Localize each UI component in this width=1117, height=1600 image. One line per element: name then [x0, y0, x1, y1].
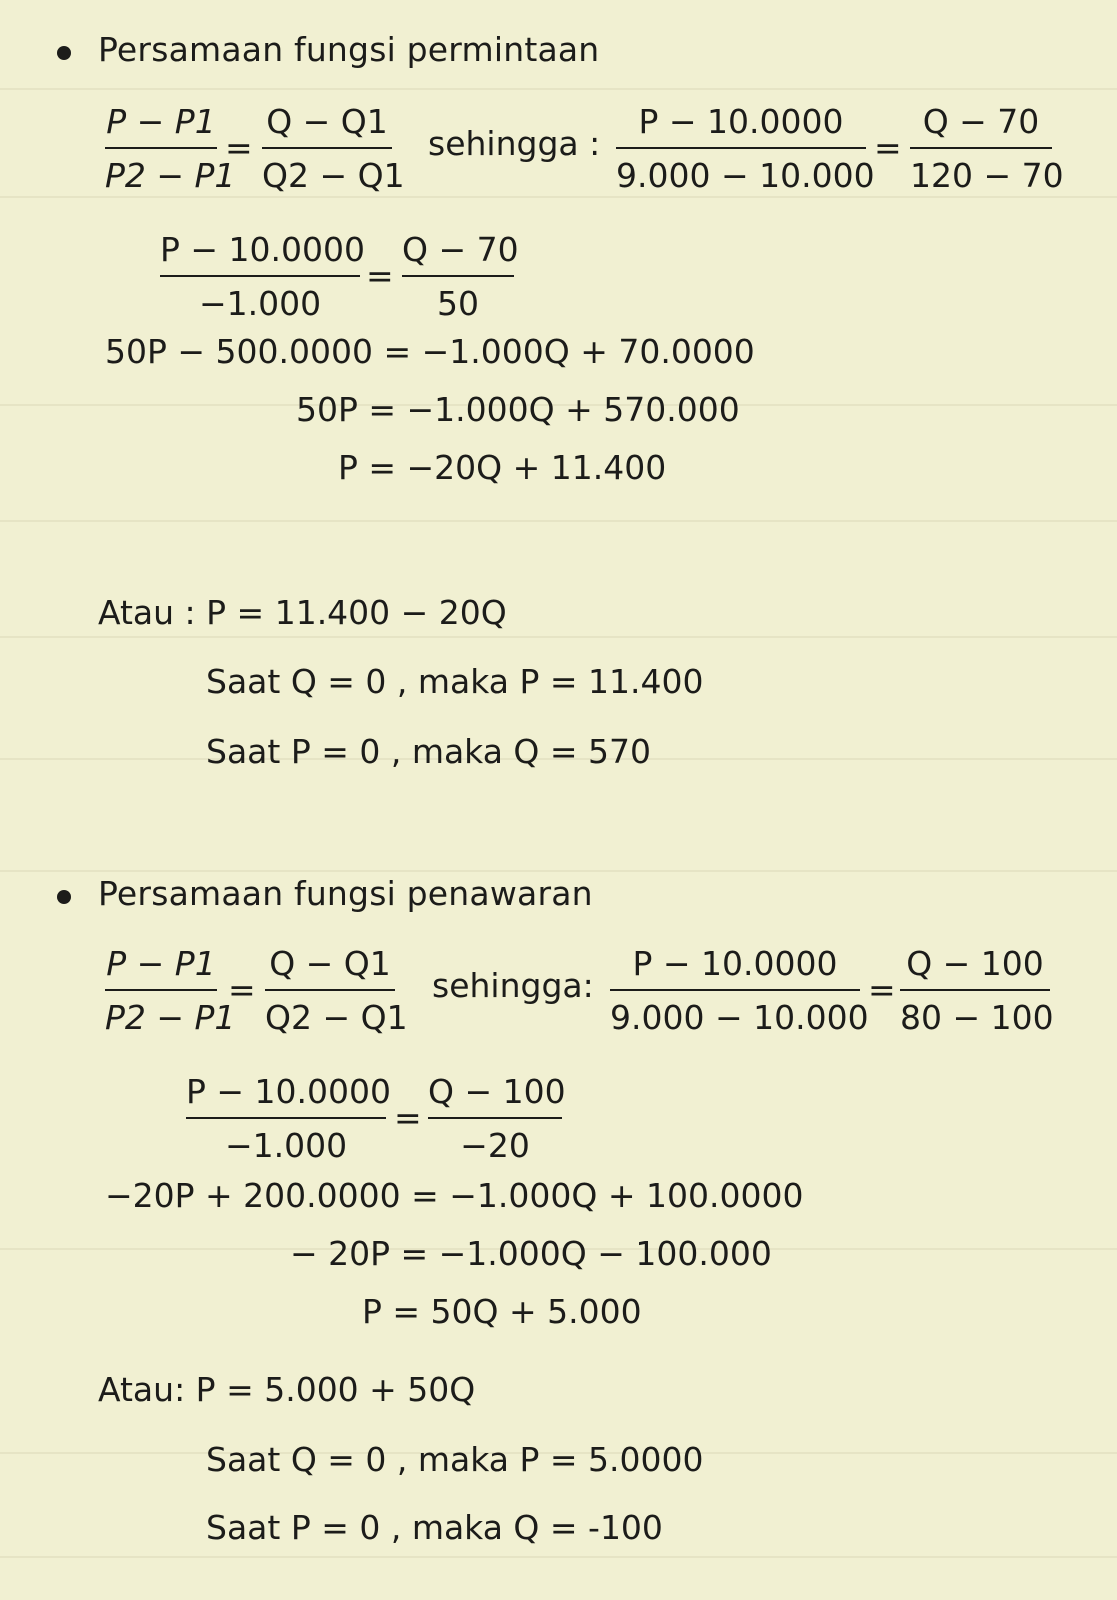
fraction-bar [402, 275, 514, 277]
equation-line: P = −20Q + 11.400 [338, 448, 667, 487]
sehingga-label: sehingga : [428, 124, 601, 163]
equals-sign: = [394, 1098, 422, 1137]
numerator: Q − 100 [906, 944, 1044, 983]
denominator: 9.000 − 10.000 [616, 156, 875, 195]
fraction-bar [160, 275, 360, 277]
denominator: −20 [460, 1126, 530, 1165]
saat-line: Saat Q = 0 , maka P = 11.400 [206, 662, 704, 701]
fraction [610, 942, 869, 1040]
fraction-bar [262, 147, 392, 149]
bullet-icon [57, 890, 71, 904]
sehingga-label: sehingga: [432, 966, 594, 1005]
denominator: Q2 − Q1 [265, 998, 408, 1037]
fraction [160, 228, 365, 326]
fraction [402, 228, 519, 326]
fraction-bar [105, 989, 217, 991]
numerator: Q − 70 [402, 230, 519, 269]
fraction-bar [265, 989, 395, 991]
show-through-line [0, 1556, 1117, 1558]
bullet-icon [57, 46, 71, 60]
fraction-bar [616, 147, 866, 149]
denominator: 50 [437, 284, 479, 323]
denominator: −1.000 [198, 284, 322, 323]
atau-line: Atau : P = 11.400 − 20Q [98, 593, 507, 632]
show-through-line [0, 636, 1117, 638]
fraction [105, 100, 236, 198]
saat-line: Saat Q = 0 , maka P = 5.0000 [206, 1440, 704, 1479]
numerator: Q − Q1 [266, 102, 388, 141]
equals-sign: = [366, 256, 394, 295]
denominator: P2 − P1 [105, 998, 236, 1037]
fraction [265, 942, 408, 1040]
demand-heading: Persamaan fungsi permintaan [98, 30, 600, 69]
equals-sign: = [228, 970, 256, 1009]
fraction [186, 1070, 391, 1168]
fraction [105, 942, 236, 1040]
numerator: Q − 100 [428, 1072, 566, 1111]
fraction-bar [105, 147, 217, 149]
equation-line: −20P + 200.0000 = −1.000Q + 100.0000 [105, 1176, 804, 1215]
fraction [900, 942, 1054, 1040]
denominator: P2 − P1 [105, 156, 236, 195]
numerator: Q − Q1 [269, 944, 391, 983]
fraction [262, 100, 405, 198]
equation-line: P = 50Q + 5.000 [362, 1292, 642, 1331]
numerator: Q − 70 [922, 102, 1040, 141]
fraction-bar [428, 1117, 562, 1119]
fraction [428, 1070, 566, 1168]
numerator: P − 10.0000 [632, 944, 838, 983]
equals-sign: = [868, 970, 896, 1009]
show-through-line [0, 870, 1117, 872]
fraction [910, 100, 1064, 198]
fraction [616, 100, 875, 198]
equation-line: 50P = −1.000Q + 570.000 [296, 390, 740, 429]
denominator: 9.000 − 10.000 [610, 998, 869, 1037]
numerator: P − 10.0000 [186, 1072, 391, 1111]
denominator: −1.000 [224, 1126, 348, 1165]
atau-line: Atau: P = 5.000 + 50Q [98, 1370, 476, 1409]
fraction-bar [910, 147, 1052, 149]
numerator: P − 10.0000 [160, 230, 365, 269]
equals-sign: = [225, 128, 253, 167]
denominator: Q2 − Q1 [262, 156, 405, 195]
numerator: P − 10.0000 [638, 102, 844, 141]
equals-sign: = [874, 128, 902, 167]
fraction-bar [186, 1117, 386, 1119]
equation-line: 50P − 500.0000 = −1.000Q + 70.0000 [105, 332, 755, 371]
show-through-line [0, 520, 1117, 522]
fraction-bar [900, 989, 1050, 991]
equation-line: − 20P = −1.000Q − 100.000 [290, 1234, 772, 1273]
show-through-line [0, 88, 1117, 90]
numerator: P − P1 [106, 944, 216, 983]
fraction-bar [610, 989, 860, 991]
numerator: P − P1 [106, 102, 216, 141]
saat-line: Saat P = 0 , maka Q = -100 [206, 1508, 663, 1547]
supply-heading: Persamaan fungsi penawaran [98, 874, 593, 913]
denominator: 120 − 70 [910, 156, 1064, 195]
denominator: 80 − 100 [900, 998, 1054, 1037]
saat-line: Saat P = 0 , maka Q = 570 [206, 732, 652, 771]
